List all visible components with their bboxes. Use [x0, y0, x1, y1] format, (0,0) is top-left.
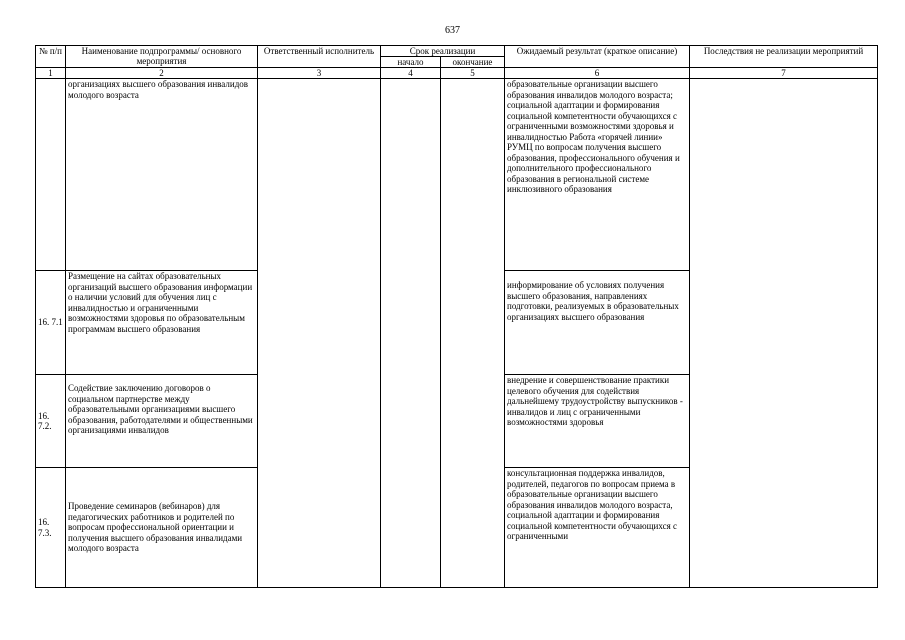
- row-num: 16. 7.1: [36, 271, 66, 375]
- column-number-row: [36, 68, 878, 79]
- row-name: организациях высшего образования инвалидов молодого возраста: [66, 79, 258, 271]
- row-consequences: [690, 79, 878, 588]
- row-result: информирование об условиях получения высшего образования, направлениях подготовки, реализуемых в образовательных организациях высшего образования: [505, 271, 690, 375]
- col-number: 4: [381, 68, 441, 79]
- row-num: 16. 7.3.: [36, 468, 66, 588]
- header-result: Ожидаемый результат (краткое описание): [505, 46, 690, 68]
- row-name: Содействие заключению договоров о социальном партнерстве между образовательными организациями высшего образования, работодателями и общественными организациями инвалидов: [66, 375, 258, 468]
- header-name: Наименование подпрограммы/ основного мероприятия: [66, 46, 258, 68]
- program-table: [35, 45, 878, 588]
- col-number: 1: [36, 68, 66, 79]
- header-consequences: Последствия не реализации мероприятий: [690, 46, 878, 68]
- col-number: 5: [441, 68, 505, 79]
- row-result: внедрение и совершенствование практики целевого обучения для содействия дальнейшему трудоустройству выпускников - инвалидов и лиц с ограниченными возможностями здоровья: [505, 375, 690, 468]
- header-start: начало: [381, 57, 441, 68]
- row-num: [36, 79, 66, 271]
- header-responsible: Ответственный исполнитель: [258, 46, 381, 68]
- col-number: 2: [66, 68, 258, 79]
- header-end: окончание: [441, 57, 505, 68]
- row-responsible: [258, 79, 381, 588]
- col-number: 6: [505, 68, 690, 79]
- row-end: [441, 79, 505, 588]
- row-name: Размещение на сайтах образовательных организаций высшего образования информации о наличии условий для обучения лиц с инвалидностью и ограниченными возможностями здоровья по образовательным программам высшего образования: [66, 271, 258, 375]
- header-num: № п/п: [36, 46, 66, 68]
- row-num: 16. 7.2.: [36, 375, 66, 468]
- col-number: 3: [258, 68, 381, 79]
- row-result: образовательные организации высшего образования инвалидов молодого возраста; социальной адаптации и формирования социальной компетентности обучающихся с ограниченными возможностями здоровья и инвалидностью Работа «горячей линии» РУМЦ по вопросам получения высшего образования, профессионального обучения и дополнительного профессионального образования в региональной системе инклюзивного образования: [505, 79, 690, 271]
- row-name: Проведение семинаров (вебинаров) для педагогических работников и родителей по вопросам профессиональной ориентации и получения высшего образования инвалидами молодого возраста: [66, 468, 258, 588]
- table-row: [36, 79, 878, 271]
- row-start: [381, 79, 441, 588]
- col-number: 7: [690, 68, 878, 79]
- page-number: 637: [445, 25, 460, 36]
- row-result: консультационная поддержка инвалидов, родителей, педагогов по вопросам приема в образовательные организации высшего образования инвалидов молодого возраста, социальной адаптации и формирования социальной компетентности обучающихся с ограниченными: [505, 468, 690, 588]
- header-row: [36, 46, 878, 57]
- header-period: Срок реализации: [381, 46, 505, 57]
